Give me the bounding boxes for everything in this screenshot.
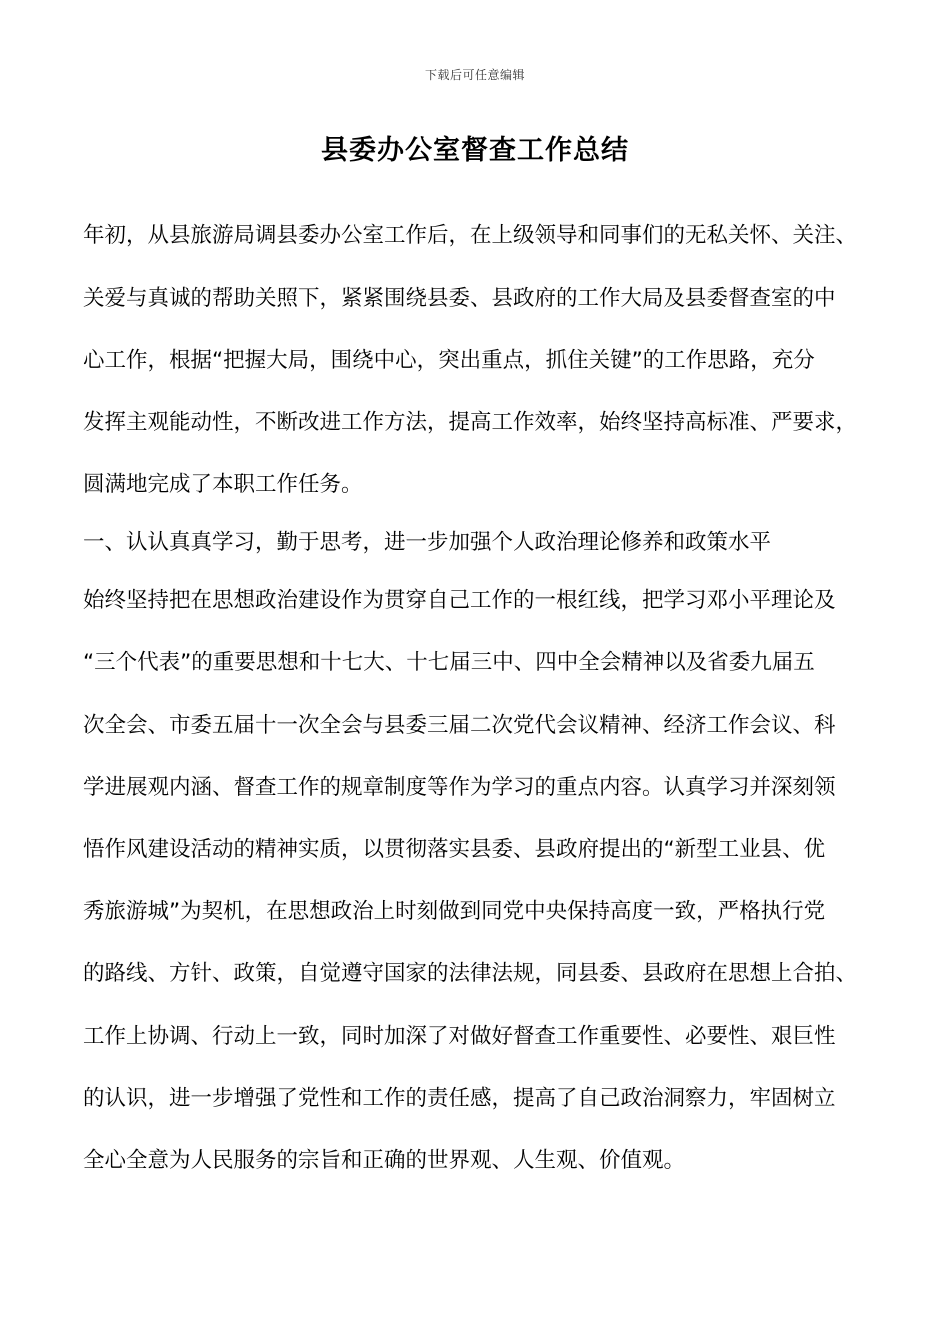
- intro-line: 圆满地完成了本职工作任务。: [83, 472, 363, 497]
- intro-line: 发挥主观能动性，不断改进工作方法，提高工作效率，始终坚持高标准、严要求，: [83, 410, 858, 435]
- body-line: 秀旅游城”为契机，在思想政治上时刻做到同党中央保持高度一致，严格执行党: [83, 899, 826, 924]
- body-line: 始终坚持把在思想政治建设作为贯穿自己工作的一根红线，把学习邓小平理论及: [83, 588, 836, 613]
- body-line: 悟作风建设活动的精神实质，以贯彻落实县委、县政府提出的“新型工业县、优: [83, 837, 826, 862]
- body-line: 全心全意为人民服务的宗旨和正确的世界观、人生观、价值观。: [83, 1148, 686, 1173]
- intro-line: 关爱与真诚的帮助关照下，紧紧围绕县委、县政府的工作大局及县委督查室的中: [83, 286, 836, 311]
- intro-line: 年初，从县旅游局调县委办公室工作后，在上级领导和同事们的无私关怀、关注、: [83, 223, 858, 248]
- body-line: 工作上协调、行动上一致，同时加深了对做好督查工作重要性、必要性、艰巨性: [83, 1024, 836, 1049]
- intro-line: 心工作，根据“把握大局，围绕中心，突出重点，抓住关键”的工作思路，充分: [83, 348, 815, 373]
- document-title: 县委办公室督查工作总结: [321, 135, 629, 166]
- body-line: “三个代表”的重要思想和十七大、十七届三中、四中全会精神以及省委九届五: [83, 650, 815, 675]
- body-line: 学进展观内涵、督查工作的规章制度等作为学习的重点内容。认真学习并深刻领: [83, 775, 836, 800]
- body-line: 次全会、市委五届十一次全会与县委三届二次党代会议精神、经济工作会议、科: [83, 713, 836, 738]
- header-note: 下载后可任意编辑: [424, 68, 525, 82]
- body-line: 的路线、方针、政策，自觉遵守国家的法律法规，同县委、县政府在思想上合拍、: [83, 961, 858, 986]
- body-line: 的认识，进一步增强了党性和工作的责任感，提高了自己政治洞察力，牢固树立: [83, 1086, 836, 1111]
- section-heading: 一、认认真真学习，勤于思考，进一步加强个人政治理论修养和政策水平: [83, 530, 772, 555]
